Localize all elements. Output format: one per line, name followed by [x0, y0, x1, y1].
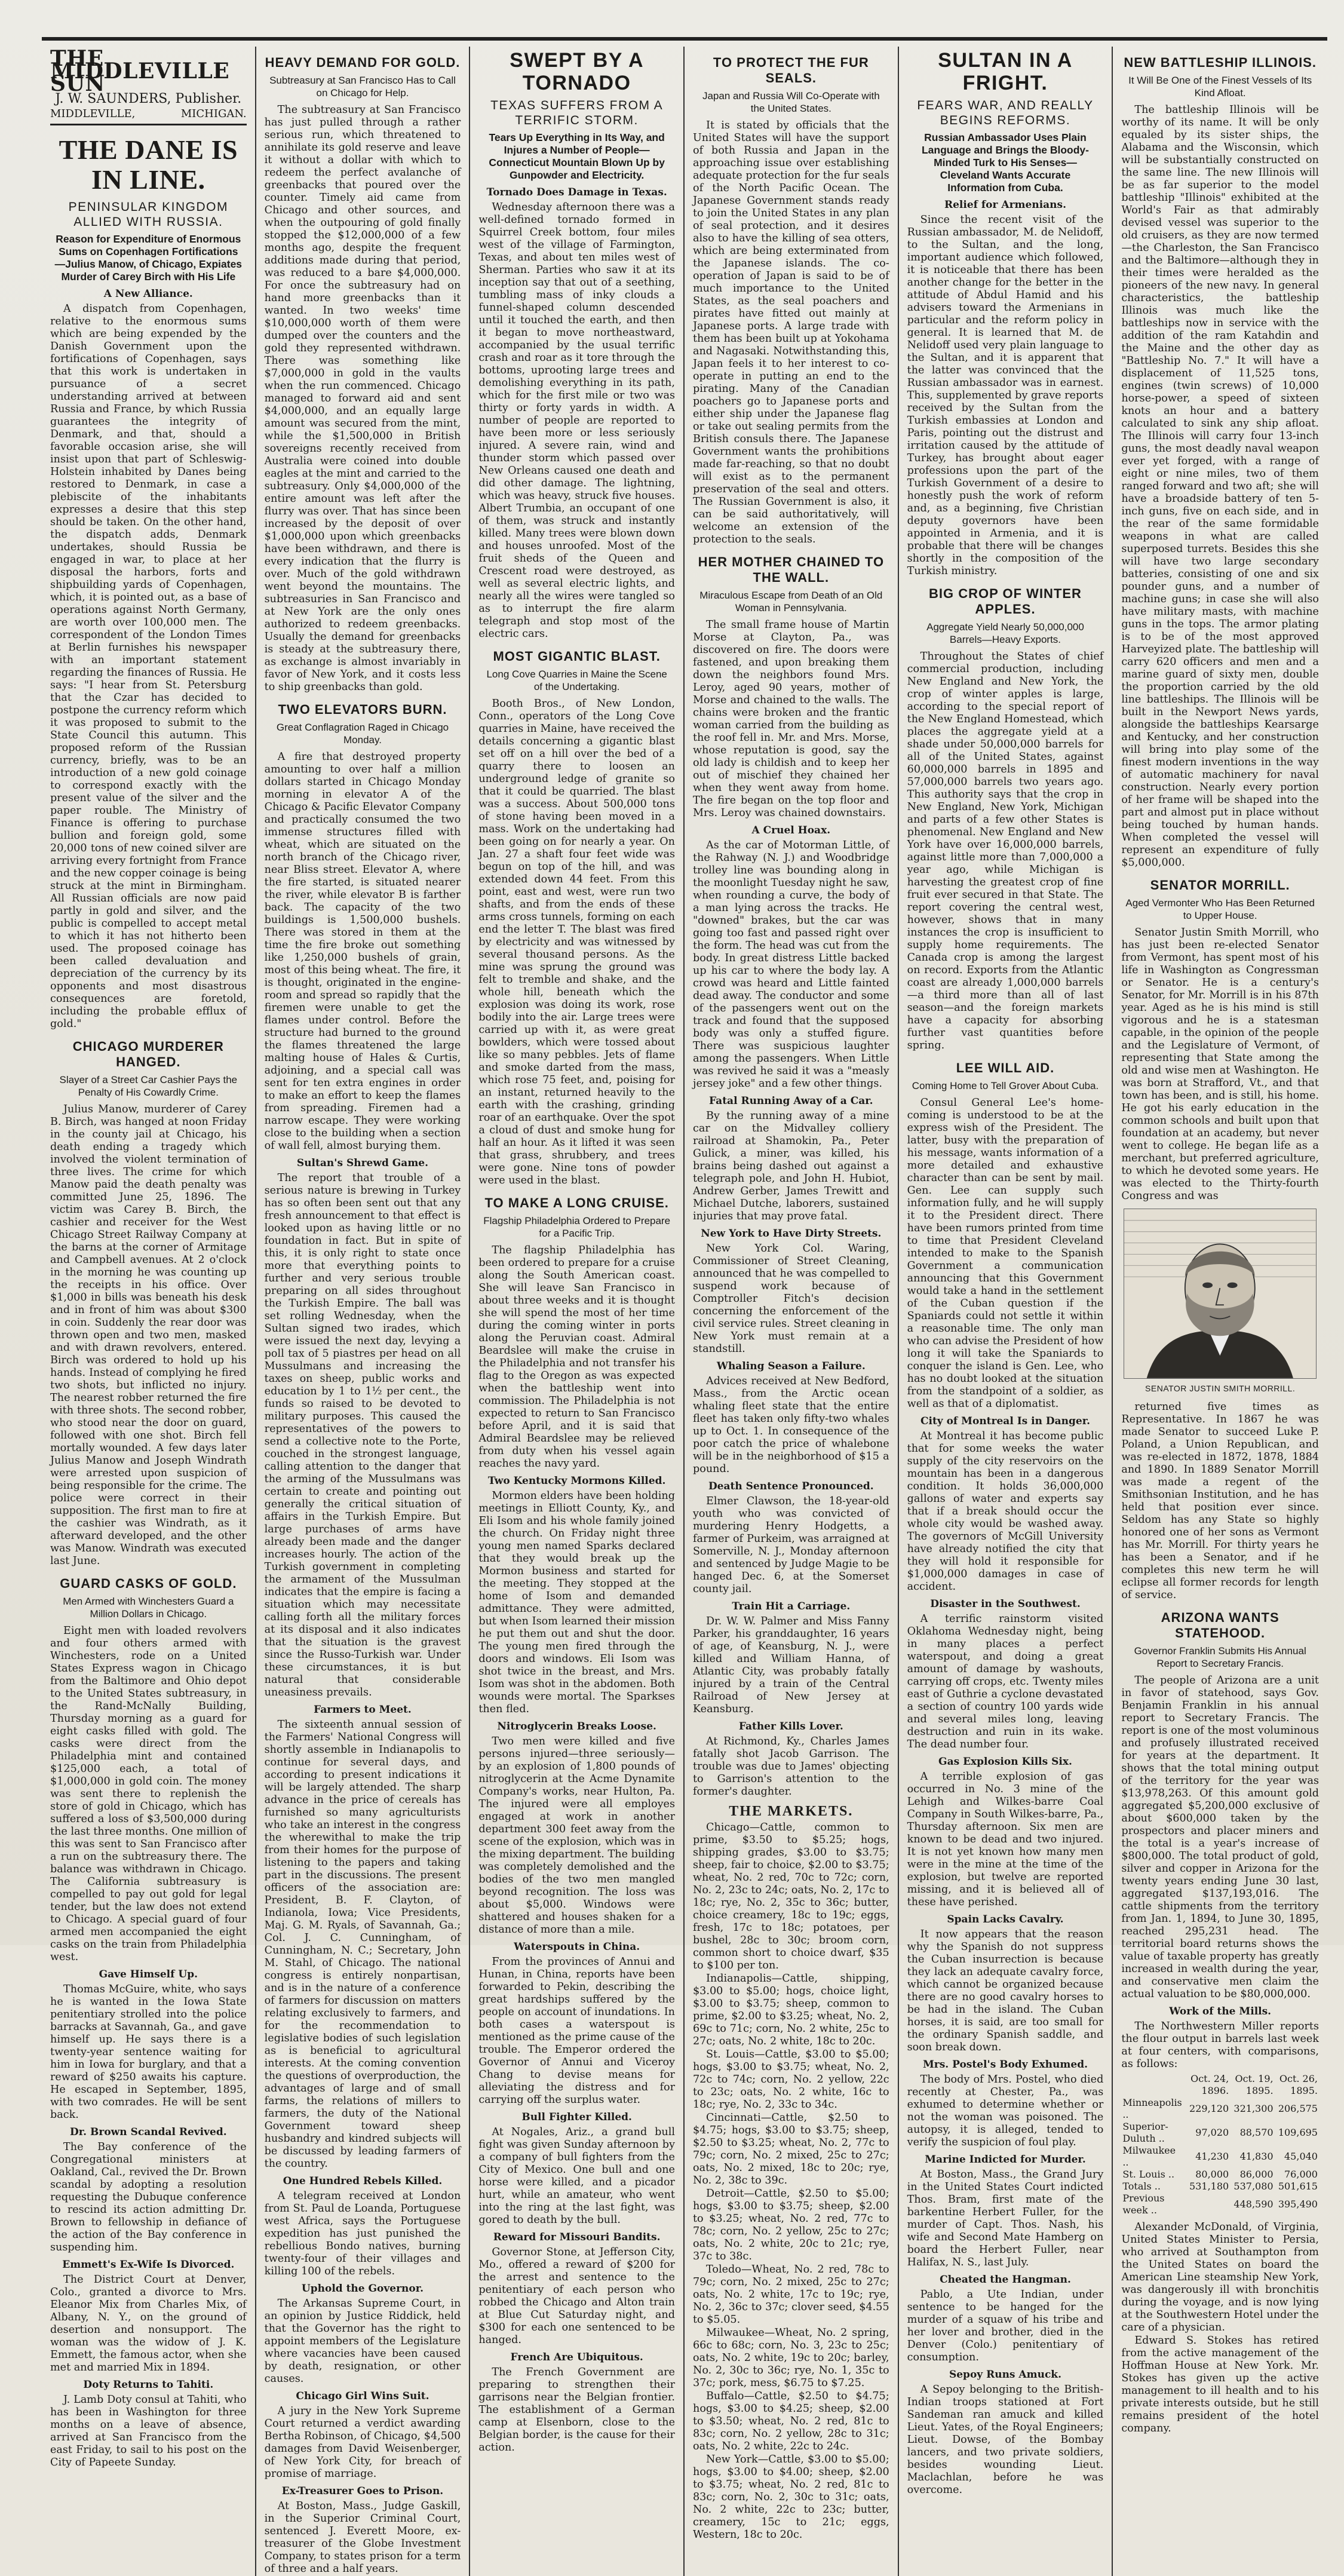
article-text: Eight men with loaded revolvers and four others armed with Winchesters, rode on a United States Express wagon in Chicago from the Baltimore and Ohio depot to the United States subtreasury, in the Rand-McNally Building, Thursday morning as a guard for eight casks filled with gold. The casks were direct from the Philadelphia mint and contained $125,000 each, a total of $1,000,000 in gold coin. The money was sent there to replenish the store of gold in Chicago, which has suffered a loss of $3,500,000 during the last three months. One million of this was sent to San Francisco after a run on the subtreasury there. The balance was withdrawn in Chicago. The California subtreasury is compelled to pay out gold for legal tender, but the law does not extend to Chicago. A special guard of four armed men accompanied the eight casks on the train from Philadelphia west.: [50, 1625, 247, 1963]
article-text: Mormon elders have been holding meetings in Elliott County, Ky., and Eli Isom and his whole family joined the church. On Friday night three young men named Sparks declared that they would break up the Mormon business and started for the meeting. They stopped at the home of Isom and demanded admittance. They were admitted, but when Isom learned their mission he put them out and shut the door. The young men fired through the doors and windows. Eli Isom was shot twice in the breast, and Mrs. Isom was shot in the abdomen. Both wounds were mortal. The Sparkses then fled.: [478, 1490, 675, 1715]
section-head: Whaling Season a Failure.: [716, 1360, 866, 1372]
section-head: Nitroglycerin Breaks Loose.: [497, 1721, 656, 1732]
section-head: French Are Ubiquitous.: [510, 2351, 643, 2363]
column-3: [470, 47, 685, 2576]
section-head: Waterspouts in China.: [514, 1941, 640, 1953]
section-head: Relief for Armenians.: [944, 199, 1067, 211]
section-headline: HER MOTHER CHAINED TO THE WALL.: [698, 554, 885, 585]
section-head: Two Kentucky Mormons Killed.: [487, 1475, 666, 1487]
section-head: Uphold the Governor.: [301, 2283, 424, 2295]
table-cell: 448,590: [1233, 2198, 1274, 2210]
article-text: A terrific rainstorm visited Oklahoma Wednesday night, being in many places a perfect waterspout, and doing a great amount of damage by washouts, carrying off crops, etc. Twenty miles east of Guthrie a cyclone devastated a section of country 100 yards wide and several miles long, leaving destruction and ruin in its wake. The dead number four.: [907, 1613, 1104, 1750]
article-text: The Arkansas Supreme Court, in an opinion by Justice Riddick, held that the Governor has the right to appoint members of the Legislature where vacancies have been caused by death, resignation, or other causes.: [264, 2298, 461, 2385]
section-head: Emmett's Ex-Wife Is Divorced.: [62, 2259, 235, 2271]
section-head: Death Sentence Pronounced.: [708, 1480, 874, 1492]
section-headline: NEW BATTLESHIP ILLINOIS.: [1124, 55, 1317, 70]
article-text: Advices received at New Bedford, Mass., from the Arctic ocean whaling fleet state that the entire fleet has taken only fifty-two whales up to Oct. 1. In consequence of the poor catch the price of whalebone will be in the neighborhood of $15 a pound.: [692, 1375, 889, 1475]
table-row: [1121, 2097, 1319, 2121]
article-text: New York Col. Waring, Commissioner of Street Cleaning, announced that he was compelled to suspend work because of Comptroller Fitch's decision concerning the enforcement of the civil service rules. Street cleaning in New York must remain at a standstill.: [692, 1243, 889, 1355]
article-text: Julius Manow, murderer of Carey B. Birch, was hanged at noon Friday in the county jail at Chicago, his death ending a tragedy which involved the violent termination of three lives. The crime for which Manow paid the death penalty was committed June 25, 1896. The victim was Carey B. Birch, the cashier and receiver for the West Chicago Street Railway Company at the barns at the corner of Armitage and Campbell avenues. At 2 o'clock in the morning he was counting up the receipts in his office. Over $1,000 in bills was beneath his desk and in front of him was about $300 in coin. Suddenly the rear door was thrown open and two men, masked and with drawn revolvers, entered. Birch was ordered to hold up his hands. Instead of complying he fired two shots, but inflicted no injury. The nearest robber returned the fire with three shots. The second robber, who stood near the door on guard, followed with one shot. Birch fell mortally wounded. A few days later Julius Manow and Joseph Windrath were arrested upon suspicion of being responsible for the crime. The police were correct in their supposition. The first man to fire at the cashier was Windrath, as it afterward developed, and the other was Manow. Windrath was executed last June.: [50, 1103, 247, 1567]
article-text: Alexander McDonald, of Virginia, United States Minister to Persia, who arrived at Southampton from the United States on board the American Line steamship New York, was dangerously ill with bronchitis during the voyage, and is now lying at the Southwestern Hotel under the care of a physician.: [1121, 2221, 1319, 2333]
flour-output-table: [1121, 2073, 1319, 2216]
article-text: Thomas McGuire, white, who says he is wanted in the Iowa State penitentiary strolled into the police barracks at Savannah, Ga., and gave himself up. He says there is a twenty-year sentence waiting for him in Iowa for burglary, and that a reward of $250 awaits his capture. He escaped in September, 1895, with two comrades. He will be sent back.: [50, 1983, 247, 2121]
section-head: Chicago Girl Wins Suit.: [296, 2390, 429, 2402]
column-6: [1113, 47, 1327, 2576]
article-text: At Boston, Mass., Judge Gaskill, in the Superior Criminal Court, sentenced J. Everett Moore, ex-treasurer of the Globe Investment Company, to states prison for a term of three and a half years.: [264, 2500, 461, 2575]
table-header-cell: Oct. 24, 1896.: [1190, 2072, 1229, 2096]
table-cell: 501,615: [1278, 2180, 1318, 2192]
table-cell: Milwaukee ..: [1122, 2144, 1176, 2168]
headline: THE DANE IS IN LINE.: [59, 134, 238, 195]
article-text: At Boston, Mass., the Grand Jury in the United States Court indicted Thos. Bram, first mate of the barkentine Herbert Fuller, for the murder of Capt. Thos. Nash, his wife and Second Mate Hamberg on board the Herbert Fuller, near Halifax, N. S., last July.: [907, 2169, 1104, 2268]
section-headline: LEE WILL AID.: [956, 1060, 1055, 1075]
masthead-title: THE MIDDLEVILLE SUN: [50, 46, 230, 96]
section-head: Doty Returns to Tahiti.: [83, 2379, 214, 2391]
section-subhead: Long Cove Quarries in Maine the Scene of the Undertaking.: [486, 668, 667, 692]
section-subhead: Flagship Philadelphia Ordered to Prepare for a Pacific Trip.: [483, 1215, 671, 1239]
article-text: Pablo, a Ute Indian, under sentence to be hanged for the murder of a squaw of his tribe and her lover and brother, died in the Denver (Colo.) penitentiary of consumption.: [907, 2289, 1104, 2363]
article-text: Edward S. Stokes has retired from the active management of the Hoffman House at New York. Mr. Stokes has given up the active management to ill health and to his private interests outside, but he still remains president of the hotel company.: [1121, 2334, 1319, 2434]
article-text: At Montreal it has become public that for some weeks the water supply of the city reservoirs on the mountain has been in a dangerous condition. It holds 36,000,000 gallons of water and experts say that if a break should occur the whole city would be washed away. The governors of McGill University have already notified the city that they will hold it responsible for $1,000,000 damages in case of accident.: [907, 1430, 1104, 1593]
table-row: [1121, 2169, 1319, 2181]
table-cell: 531,180: [1189, 2180, 1229, 2192]
section-head: Work of the Mills.: [1169, 2005, 1272, 2017]
article-text: From the provinces of Annui and Hunan, in China, reports have been forwarded to Pekin, describing the great hardships suffered by the people on account of inundations. In both cases a waterspout is mentioned as the prime cause of the trouble. The Emperor ordered the Governor of Annui and Viceroy Chang to devise means for alleviating the distress and for carrying off the surplus water.: [478, 1956, 675, 2106]
article-text: A fire that destroyed property amounting to over half a million dollars started in Chicago Monday morning in elevator A of the Chicago & Pacific Elevator Company and practically consumed the two immense structures filled with wheat, which are situated on the north branch of the Chicago river, near Bliss street. Elevator A, where the fire started, is situated nearer the river, while elevator B is farther back. The capacity of the two buildings is 1,500,000 bushels. There was stored in them at the time the fire broke out something like 1,250,000 bushels of grain, most of this being wheat. The fire, it is thought, originated in the engine-room and spread so rapidly that the firemen were unable to get the flames under control. Before the structure had burned to the ground the flames threatened the large malting house of Hales & Curtis, adjoining, and a special call was sent for ten extra engines in order to make an effort to keep the flames from spreading. Firemen had a narrow escape. They were working close to the building when a section of wall fell, almost burying them.: [264, 751, 461, 1152]
section-subhead: Coming Home to Tell Grover About Cuba.: [912, 1080, 1099, 1091]
top-rule: [42, 37, 1327, 41]
section-headline: CHICAGO MURDERER HANGED.: [72, 1039, 224, 1069]
section-head: Spain Lacks Cavalry.: [947, 1913, 1064, 1925]
masthead-state: MICHIGAN.: [180, 108, 247, 120]
section-head: Cheated the Hangman.: [940, 2274, 1071, 2286]
section-head: Marine Indicted for Murder.: [925, 2154, 1086, 2166]
section-head: Reward for Missouri Bandits.: [493, 2231, 661, 2243]
market-report: St. Louis—Cattle, $3.00 to $5.00; hogs, $3.00 to $3.75; wheat, No. 2, 72c to 74c; corn, No. 2 yellow, 22c to 23c; oats, No. 2 white, 16c to 18c; rye, No. 2, 33c to 34c.: [692, 2048, 889, 2111]
summary: Reason for Expenditure of Enormous Sums on Copenhagen Fortifications—Julius Manow, of Chicago, Expiates Murder of Carey Birch with His Life: [54, 233, 243, 283]
table-cell: Totals ..: [1122, 2180, 1161, 2192]
section-head: Mrs. Postel's Body Exhumed.: [922, 2059, 1088, 2071]
section-head: Sepoy Runs Amuck.: [949, 2369, 1062, 2381]
columns: [42, 46, 1327, 2575]
table-row: [1121, 2145, 1319, 2169]
section-head: Fatal Running Away of a Car.: [709, 1095, 873, 1107]
section-headline: TWO ELEVATORS BURN.: [278, 702, 447, 717]
article-text: As the car of Motorman Little, of the Rahway (N. J.) and Woodbridge trolley line was bounding along in the moonlight Tuesday night he saw, when rounding a curve, the body of a man lying across the tracks. He "downed" brakes, but the car was going too fast and passed right over the form. The head was cut from the body. In great distress Little backed up his car to where the body lay. A crowd was heard and Little fainted dead away. The conductor and some of the passengers went out on the track and found that the supposed body was only a stuffed figure. There was suspicious laughter among the passengers. When Little was revived he said it was a "measly jersey joke" and a few other things.: [692, 839, 889, 1090]
article-text: Booth Bros., of New London, Conn., operators of the Long Cove quarries in Maine, have received the details concerning a gigantic blast set off on a hill over the bed of a quarry there to loosen an underground ledge of granite so that it could be quarried. The blast was a success. About 500,000 tons of stone having been moved in a mass. Work on the undertaking had been going on for nearly a year. On Jan. 27 a shaft four feet wide was begun on top of the hill, and was extended down 44 feet. From this point, east and west, were run two shafts, and from the ends of these arms cross tunnels, forming on each end the letter T. The blast was fired by electricity and was witnessed by several thousand persons. As the mine was sprung the ground was felt to tremble and shake, and the whole hill, beneath which the explosion was doing its work, rose bodily into the air. Large trees were carried up with it, as were great bowlders, which were tossed about like so many pebbles. Jets of flame and smoke darted from the mass, which rose 75 feet, and, poising for an instant, returned heavily to the earth with the crashing, grinding roar of an earthquake. Over the spot a cloud of dust and smoke hung for half an hour. As it lifted it was seen that grass, shrubbery, and trees were gone. Nine tons of powder were used in the blast.: [478, 698, 675, 1186]
table-cell: 45,040: [1284, 2150, 1318, 2162]
table-cell: Superior-Duluth ..: [1122, 2120, 1168, 2144]
section-head: One Hundred Rebels Killed.: [283, 2175, 443, 2187]
article-text: The body of Mrs. Postel, who died recently at Chester, Pa., was exhumed to determine whether or not the woman was poisoned. The autopsy, it is alleged, tended to verify the suspicion of foul play.: [907, 2074, 1104, 2148]
table-cell: 76,000: [1284, 2168, 1318, 2180]
article-text: A dispatch from Copenhagen, relative to the enormous sums which are being expended by the Danish Government upon the fortifications of Copenhagen, says that this work is undertaken in pursuance of a secret understanding arrived at between Russia and France, by which Russia guarantees the integrity of Denmark, and that, should a favorable occasion arise, she will insist upon that part of Schleswig-Holstein inhabited by Danes being restored to Denmark, in case a plebiscite of the inhabitants expresses a desire that this step should be taken. On the other hand, the dispatch adds, Denmark undertakes, should Russia be engaged in war, to place at her disposal the harbors, forts and shipbuilding yards of Copenhagen, which, it is pointed out, as a base of operations against North Germany, are worth over 100,000 men. The correspondent of the London Times at Berlin furnishes his newspaper with an important statement regarding the finances of Russia. He says: "I hear from St. Petersburg that the Czar has decided to postpone the currency reform which it was proposed to submit to the State Council this autumn. This proposed reform of the Russian currency, briefly, was to be an introduction of a new gold coinage to correspond exactly with the present value of the silver and the paper rouble. The Ministry of Finance is offering to purchase bullion and foreign gold, some 20,000 tons of new coined silver are arriving every fortnight from France and the new copper coinage is being struck at the mint in Birmingham. All Russian officials are now paid partly in gold and silver, and the public is compelled to accept metal to which it has not hitherto been used. The proposed coinage has been called devaluation and depreciation of the currency by its opponents and most disastrous consequences are foretold, including the probable efflux of gold.": [50, 303, 247, 1030]
table-cell: 80,000: [1195, 2168, 1229, 2180]
section-head: Gave Himself Up.: [99, 1968, 198, 1980]
section-subhead: Great Conflagration Raged in Chicago Monday.: [276, 722, 449, 746]
section-head: Train Hit a Carriage.: [732, 1600, 851, 1612]
section-head: Farmers to Meet.: [314, 1704, 412, 1716]
portrait-engraving: [1124, 1209, 1317, 1379]
article-text: A terrible explosion of gas occurred in No. 3 mine of the Lehigh and Wilkes-barre Coal Company in South Wilkes-barre, Pa., Thursday afternoon. Six men are known to be dead and two injured. It is not yet known how many men were in the mine at the time of the explosion, but twelve are reported missing, and it is believed all of these have perished.: [907, 1771, 1104, 1908]
deck: TEXAS SUFFERS FROM A TERRIFIC STORM.: [490, 99, 664, 127]
table-cell: 229,120: [1189, 2102, 1229, 2114]
article-text: The battleship Illinois will be worthy of its name. It will be only equaled by its sister ships, the Alabama and the Wisconsin, which will be substantially constructed on the same line. The new Illinois will be as far superior to the model battleship "Illinois" exhibited at the World's Fair as that admirably devised vessel was superior to the old cruisers, as they are now termed—the Charleston, the San Francisco and the Baltimore—although they in their times were heralded as the pioneers of the new navy. In general characteristics, the battleship Illinois was much like the battleships now in service with the addition of the ram Katahdin and the Maine and the other day as "Battleship No. 7." It will have a displacement of 11,525 tons, engines (twin screws) of 10,000 horse-power, a speed of sixteen knots an hour and a battery calculated to sink any ship afloat. The Illinois will carry four 13-inch guns, the most deadly naval weapon ever yet forged, with a range of eight or nine miles, two of them ranged forward and two aft; she will have a broadside battery of ten 5-inch guns, five on each side, and in the rear of the same formidable weapons in what are called superposed turrets. Besides this she will have two large secondary batteries, consisting of one and six pounder guns, and a number of machine guns; in case she will also have military masts, with machine guns in the tops. The armor plating is to be of the most approved Harveyized plate. The battleship will carry 620 officers and men and a marine guard of sixty men, double the proportion carried by the old line battleships. The Illinois will be built in the Newport News yards, alongside the battleships Kearsarge and Kentucky, and her construction will bring into play some of the finest modern inventions in the way of automatic machinery for naval construction. Nearly every portion of her frame will be shaped into the part and almost put in place without being touched by human hands. When completed the vessel will represent an expenditure of fully $5,000,000.: [1121, 104, 1319, 869]
headline: SULTAN IN A FRIGHT.: [938, 49, 1073, 94]
table-cell: Minneapolis ..: [1122, 2096, 1182, 2120]
section-head: City of Montreal Is in Danger.: [920, 1415, 1091, 1427]
article-text: Since the recent visit of the Russian ambassador, M. de Nelidoff, to the Sultan, and the long, important audience which followed, it is noticeable that there has been another change for the better in the attitude of Abdul Hamid and his advisers toward the Armenians in particular and the reform policy in general. It is learned that M. de Nelidoff used very plain language to the Sultan, and it is apparent that the latter was convinced that the Russian ambassador was in earnest. This, supplemented by grave reports received by the Sultan from the Turkish embassies at London and Paris, pointing out the distrust and irritation caused by the attitude of Turkey, has brought about eager professions upon the part of the Turkish Government of a desire to honestly push the work of reform and, as a beginning, five Christian deputy governors have been appointed in Armenia, and it is probable that there will be changes shortly in the composition of the Turkish ministry.: [907, 214, 1104, 577]
article-text: Consul General Lee's home-coming is understood to be at the express wish of the President. The latter, busy with the preparation of his message, wants information of a more detailed and exhaustive character than can be sent by mail. Gen. Lee can supply such information fully, and he will supply it to the President direct. There have been rumors printed from time to time that President Cleveland intended to make to the Spanish Government a communication announcing that this Government would take a hand in the settlement of the Cuban question if the Spaniards could not settle it within a reasonable time. The only man who can advise the President of how long it will take the Spaniards to conquer the island is Gen. Lee, who has no doubt looked at the situation from the standpoint of a soldier, as well as that of a diplomatist.: [907, 1097, 1104, 1410]
article-text: A telegram received at London from St. Paul de Loanda, Portuguese west Africa, says the Portuguese expedition has just punished the rebellious Bondo natives, burning twenty-four of their villages and killing 100 of the rebels.: [264, 2190, 461, 2277]
article-text: Dr. W. W. Palmer and Miss Fanny Parker, his granddaughter, 16 years of age, of Keansburg, N. J., were killed and William Hanna, of Atlantic City, was probably fatally injured by a train of the Central Railroad of New Jersey at Keansburg.: [692, 1615, 889, 1715]
table-header-cell: [1121, 2073, 1186, 2097]
section-headline: SENATOR MORRILL.: [1150, 878, 1290, 893]
article-text: The Northwestern Miller reports the flour output in barrels last week at four centers, with comparisons, as follows:: [1121, 2020, 1319, 2070]
section-headline: MOST GIGANTIC BLAST.: [493, 649, 661, 664]
market-report: Milwaukee—Wheat, No. 2 spring, 66c to 68c; corn, No. 3, 23c to 25c; oats, No. 2 white, 19c to 20c; barley, No. 2, 30c to 36c; rye, No. 1, 35c to 37c; pork, mess, $6.75 to $7.25.: [692, 2327, 889, 2389]
section-subhead: It Will Be One of the Finest Vessels of Its Kind Afloat.: [1128, 75, 1312, 99]
table-header-cell: Oct. 26, 1895.: [1279, 2072, 1318, 2096]
market-report: Cincinnati—Cattle, $2.50 to $4.75; hogs, $3.00 to $3.75; sheep, $2.50 to $3.25; wheat, No. 2, 77c to 79c; corn, No. 2 mixed, 25c to 27c; oats, No. 2 mixed, 18c to 20c; rye, No. 2, 38c to 39c.: [692, 2112, 889, 2186]
article-text: The sixteenth annual session of the Farmers' National Congress will shortly assemble in Indianapolis to continue for several days, and according to present indications it will be largely attended. The sharp advance in the price of cereals has furnished so many agriculturists who take an interest in the congress the wherewithal to make the trip from their homes for the purpose of listening to the papers and taking part in the discussions. The present officers of the association are: President, B. F. Clayton, of Indianola, Iowa; Vice Presidents, Maj. G. M. Ryals, of Savannah, Ga.; Col. J. C. Cunningham, of Cunningham, N. C.; Secretary, John M. Stahl, of Chicago. The national congress is entirely nonpartisan, and is in the nature of a conference of farmers for discussion on matters relating exclusively to farmers, and for the recommendation to legislative bodies of such legislation as is beneficial to agricultural interests. At the coming convention the questions of overproduction, the advantages of large and of small farms, the relations of millers to farmers, the duty of the National Government toward sheep husbandry and kindred subjects will be discussed by leading farmers of the country.: [264, 1719, 461, 2170]
section-subhead: Men Armed with Winchesters Guard a Million Dollars in Chicago.: [63, 1596, 234, 1620]
section-head: New York to Have Dirty Streets.: [701, 1228, 882, 1240]
article-text: Senator Justin Smith Morrill, who has just been re-elected Senator from Vermont, has spent most of his life in Washington as Congressman or Senator. He is a century's Senator, for Mr. Morrill is in his 87th year. Aged as he is his mind is still vigorous and he is a statesman capable, in the opinion of the people and the Legislature of Vermont, of representing that State among the old and wise men at Washington. He was born at Strafford, Vt., and that town has been, and is still, his home. He got his early education in the common schools and built upon that foundation at an academy, but never went to college. He began life as a merchant, but preferred agriculture, to which he devoted some years. He was elected to the Thirty-fourth Congress and was: [1121, 927, 1319, 1202]
column-5: [899, 47, 1113, 2576]
section-headline: BIG CROP OF WINTER APPLES.: [929, 586, 1082, 617]
masthead-city: MIDDLEVILLE,: [50, 108, 136, 120]
markets-headline: THE MARKETS.: [729, 1804, 854, 1819]
article-text: The report that trouble of a serious nature is brewing in Turkey has so often been sent out that any fresh announcement to that effect is looked upon as having little or no foundation in fact. But in spite of this, it is only right to state once more that everything points to further and very serious trouble preparing on all sides throughout the Turkish Empire. The ball was set rolling Wednesday, when the Sultan signed two irades, which were issued the next day, levying a poll tax of 5 piastres per head on all Mussulmans and increasing the taxes on sheep, public works and education by 1 to 1½ per cent., the funds so raised to be devoted to military purposes. This caused the representatives of the powers to send a collective note to the Porte, couched in the strongest language, calling attention to the danger that the arming of the Mussulmans was certain to create and pointing out generally the critical situation of affairs in the Turkish Empire. But large purchases of arms have already been made and the danger increases hourly. The action of the Turkish government in completing the armament of the Mussulman indicates that the empire is facing a situation which may necessitate calling forth all the military forces at its disposal and it also indicates that the situation is the gravest since the Russo-Turkish war. Under these circumstances, it is but natural that considerable uneasiness prevails.: [264, 1172, 461, 1698]
section-headline: HEAVY DEMAND FOR GOLD.: [265, 55, 461, 70]
section-subhead: Miraculous Escape from Death of an Old Woman in Pennsylvania.: [699, 590, 883, 614]
article-text: It is stated by officials that the United States will have the support of both Russia and Japan in the approaching issue over establishing adequate protection for the fur seals of the North Pacific Ocean. The Japanese Government stands ready to join the United States in any plan of seal protection, and it desires also to have the killing of sea otters, which are being exterminated from the Japanese islands. The co-operation of Japan is said to be of much importance to the United States, as the seal poachers and pirates have fitted out mainly at Japanese ports. A large trade with them has been built up at Yokohama and Nagasaki. Notwithstanding this, Japan feels it to her interest to co-operate in putting an end to the pirating. Many of the Canadian poachers go to Japanese ports and either ship under the Japanese flag or take out sealing permits from the British consuls there. The Japanese Government wants the prohibitions made far-reaching, so that no doubt will exist as to the permanent preservation of the seal and otters. The Russian Government is also, it can be said authoritatively, will welcome an extension of the protection to the seals.: [692, 119, 889, 545]
table-cell: 41,230: [1195, 2150, 1229, 2162]
table-cell: St. Louis ..: [1122, 2168, 1175, 2180]
section-subhead: Governor Franklin Submits His Annual Report to Secretary Francis.: [1134, 1645, 1306, 1669]
table-cell: 537,080: [1233, 2180, 1274, 2192]
portrait-icon: [1124, 1209, 1316, 1378]
section-head: Gas Explosion Kills Six.: [938, 1756, 1072, 1768]
market-report: Buffalo—Cattle, $2.50 to $4.75; hogs, $3.00 to $4.25; sheep, $2.00 to $3.50; wheat, No. 2 red, 81c to 83c; corn, No. 2 yellow, 28c to 31c; oats, No. 2 white, 22c to 24c.: [692, 2390, 889, 2452]
article-text: Wednesday afternoon there was a well-defined tornado formed in Squirrel Creek bottom, four miles west of the village of Farmington, Texas, and about ten miles west of Sherman. Parties who saw it at its inception say that out of a seething, tumbling mass of inky clouds a funnel-shaped column descended until it touched the earth, and then it began to move northeastward, accompanied by the usual terrific crash and roar as it tore through the bottoms, uprooting large trees and demolishing everything in its path, which for the first mile or two was thirty or forty yards in width. A number of people are reported to have been more or less seriously injured. A severe rain, wind and thunder storm which passed over New Orleans caused one death and did other damage. The lightning, which was heavy, struck five houses. Albert Trumbia, an occupant of one of them, was struck and instantly killed. Many trees were blown down and houses unroofed. Most of the fruit sheds of the Queen and Crescent road were destroyed, as well as several electric lights, and nearly all the wires were tangled so as to interrupt the fire alarm telegraph and stop most of the electric cars.: [478, 201, 675, 640]
article-text: The District Court at Denver, Colo., granted a divorce to Mrs. Eleanor Mix from Charles Mix, of Albany, N. Y., on the ground of desertion and nonsupport. The woman was the widow of J. K. Emmett, the famous actor, when she met and married Mix in 1894.: [50, 2274, 247, 2373]
table-header-cell: Oct. 19, 1895.: [1235, 2072, 1274, 2096]
deck: PENINSULAR KINGDOM ALLIED WITH RUSSIA.: [68, 200, 229, 229]
article-text: The flagship Philadelphia has been ordered to prepare for a cruise along the South American coast. She will leave San Francisco in about three weeks and it is thought she will spend the most of her time during the coming winter in ports along the Peruvian coast. Admiral Beardslee will make the cruise in the Philadelphia and not transfer his flag to the Oregon as was expected when the battleship went into commission. The Philadelphia is not expected to return to San Francisco before April, and it is said that Admiral Beardslee may be relieved from duty when his vessel again reaches the navy yard.: [478, 1244, 675, 1470]
column-4: [685, 47, 899, 2576]
section-head: Father Kills Lover.: [738, 1721, 843, 1732]
section-head: Dr. Brown Scandal Revived.: [70, 2126, 227, 2138]
section-head: A New Alliance.: [103, 288, 193, 300]
table-cell: Previous week ..: [1122, 2192, 1165, 2216]
masthead-publisher: J. W. SAUNDERS, Publisher.: [55, 91, 242, 106]
section-head: Tornado Does Damage in Texas.: [486, 186, 667, 198]
table-row: [1121, 2121, 1319, 2145]
table-header-row: [1121, 2073, 1319, 2097]
table-cell: 41,830: [1239, 2150, 1274, 2162]
article-text: The subtreasury at San Francisco has just pulled through a rather serious run, which threatened to annihilate its gold reserve and leave it without a dollar with which to redeem the perfect avalanche of greenbacks that poured over the counter. Timely aid came from Chicago and other sources, and when the outpouring of gold finally stopped the $12,000,000 of a few months ago, despite the frequent additions made during that period, was reduced to a bare $4,000,000. For once the subtreasury had on hand more greenbacks than it wanted. In two weeks' time $10,000,000 worth of them were dumped over the counters and the gold they represented withdrawn. There was something like $7,000,000 in gold in the vaults when the run commenced. Chicago managed to forward aid and sent $4,000,000, and an equally large amount was secured from the mint, while the $1,500,000 in British sovereigns recently received from Australia were coined into double eagles at the mint and carried to the subtreasury. Only $4,000,000 of the entire amount was left after the flurry was over. That has since been increased by the deposit of over $1,000,000 upon which greenbacks have been withdrawn, and there is every indication that the flurry is over. Much of the gold withdrawn went beyond the mountains. The subtreasuries in San Francisco and at New York are the only ones authorized to redeem greenbacks. Usually the demand for greenbacks is steady at the subtreasury there, as exchange is almost invariably in favor of New York, and it costs less to ship greenbacks than gold.: [264, 104, 461, 693]
article-text: The small frame house of Martin Morse at Clayton, Pa., was discovered on fire. The doors were fastened, and upon breaking them down the neighbors found Mrs. Leroy, aged 90 years, mother of Morse and chained to the walls. The chains were broken and the frantic woman carried from the building as the roof fell in. Mr. and Mrs. Morse, whose reputation is good, say the old lady is childish and to keep her out of mischief they chained her when they went away from home. The fire began on the top floor and Mrs. Leroy was chained downstairs.: [692, 619, 889, 819]
article-text: Two men were killed and five persons injured—three seriously—by an explosion of 1,800 pounds of nitroglycerin at the Acme Dynamite Company's works, near Hulton, Pa. The injured were all employes engaged at work in another department 300 feet away from the scene of the explosion, which was in the mixing department. The building was completely demolished and the bodies of the two men mangled beyond recognition. The loss was about $5,000. Windows were shattered and houses shaken for a distance of more than a mile.: [478, 1735, 675, 1936]
article-text: The Bay conference of the Congregational ministers at Oakland, Cal., revived the Dr. Brown scandal by adopting a resolution requesting the Dubuque conference to rescind its action admitting Dr. Brown to fellowship in defiance of the action of the Bay conference in suspending him.: [50, 2141, 247, 2253]
table-cell: [1186, 2192, 1230, 2216]
market-report: Detroit—Cattle, $2.50 to $5.00; hogs, $3.00 to $3.75; sheep, $2.00 to $3.25; wheat, No. 2 red, 77c to 78c; corn, No. 2 yellow, 25c to 27c; oats, No. 2 white, 20c to 21c; rye, 37c to 38c.: [692, 2188, 889, 2262]
table-cell: 206,575: [1278, 2102, 1318, 2114]
table-cell: 86,000: [1239, 2168, 1274, 2180]
section-head: Bull Fighter Killed.: [521, 2111, 632, 2123]
section-headline: GUARD CASKS OF GOLD.: [60, 1576, 237, 1591]
table-row: [1121, 2192, 1319, 2216]
table-cell: 88,570: [1239, 2126, 1274, 2138]
section-subhead: Aggregate Yield Nearly 50,000,000 Barrels—Heavy Exports.: [926, 621, 1084, 645]
article-text: A Sepoy belonging to the British-Indian troops stationed at Fort Sandeman ran amuck and killed Lieut. Yates, of the Royal Engineers; Lieut. Dowse, of the Bombay lancers, and two private soldiers, besides wounding Lieut. Maclachlan, before he was overcome.: [907, 2384, 1104, 2496]
article-text: A jury in the New York Supreme Court returned a verdict awarding Bertha Robinson, of Chicago, $4,500 damages from David Weisenberger, of New York City, for breach of promise of marriage.: [264, 2405, 461, 2480]
article-text: By the running away of a mine car on the Midvalley colliery railroad at Shamokin, Pa., Peter Gulick, a miner, was killed, his brains being dashed out against a telegraph pole, and John H. Hubiot, Andrew Gerber, James Trewitt and Michael Dutche, laborers, sustained injuries that may prove fatal.: [692, 1110, 889, 1222]
market-report: New York—Cattle, $3.00 to $5.00; hogs, $3.00 to $4.00; sheep, $2.00 to $3.75; wheat, No. 2 red, 81c to 83c; corn, No. 2, 30c to 31c; oats, No. 2 white, 22c to 23c; butter, creamery, 15c to 21c; eggs, Western, 18c to 20c.: [692, 2454, 889, 2541]
deck: FEARS WAR, AND REALLY BEGINS REFORMS.: [917, 99, 1094, 127]
summary: Russian Ambassador Uses Plain Language and Brings the Bloody-Minded Turk to His Senses—Cleveland Wants Accurate Information from Cuba.: [921, 131, 1089, 194]
table-cell: 321,300: [1233, 2102, 1274, 2114]
headline: SWEPT BY A TORNADO: [510, 49, 644, 94]
article-text: At Richmond, Ky., Charles James fatally shot Jacob Garrison. The trouble was due to James' objecting to Garrison's attention to the former's daughter.: [692, 1735, 889, 1798]
section-headline: TO MAKE A LONG CRUISE.: [484, 1195, 669, 1210]
section-headline: ARIZONA WANTS STATEHOOD.: [1161, 1609, 1279, 1640]
summary: Tears Up Everything in Its Way, and Injures a Number of People—Connecticut Mountain Blown Up by Gunpowder and Electricity.: [489, 131, 665, 181]
section-head: Ex-Treasurer Goes to Prison.: [281, 2485, 444, 2497]
article-text: Governor Stone, at Jefferson City, Mo., offered a reward of $200 for the arrest and sentence to the penitentiary of each person who robbed the Chicago and Alton train at Blue Cut Saturday night, and $300 for each one sentenced to be hanged.: [478, 2246, 675, 2346]
table-cell: 97,020: [1195, 2126, 1229, 2138]
section-head: Disaster in the Southwest.: [930, 1598, 1081, 1610]
market-report: Toledo—Wheat, No. 2 red, 78c to 79c; corn, No. 2 mixed, 25c to 27c; oats, No. 2 white, 17c to 19c; rye, No. 2, 36c to 37c; clover seed, $4.55 to $5.05.: [692, 2264, 889, 2326]
section-subhead: Japan and Russia Will Co-Operate with the United States.: [702, 90, 880, 114]
article-text: Elmer Clawson, the 18-year-old youth who was convicted of murdering Henry Hodgetts, a farmer of Purkeim, was arraigned at Somerville, N. J., Monday afternoon and sentenced by Judge Magie to be hanged Dec. 6, at the Somerset county jail.: [692, 1495, 889, 1595]
article-text: It now appears that the reason why the Spanish do not suppress the Cuban insurrection is because they lack an adequate cavalry force, which cannot be organized because there are no good cavalry horses to be had in the island. The Cuban horses, it is said, are too small for the ordinary Spanish saddle, and soon break down.: [907, 1928, 1104, 2053]
article-text: At Nogales, Ariz., a grand bull fight was given Sunday afternoon by a company of bull fighters from the City of Mexico. One bull and one horse were killed, and a picador hurt, while an amateur, who went into the ring at the last fight, was gored to death by the bull.: [478, 2126, 675, 2226]
section-subhead: Aged Vermonter Who Has Been Returned to Upper House.: [1125, 897, 1315, 921]
portrait-caption: SENATOR JUSTIN SMITH MORRILL.: [1145, 1383, 1296, 1393]
article-text: The French Government are preparing to strengthen their garrisons near the Belgian frontier. The establishment of a German camp at Elsenborn, close to the Belgian border, is the cause for their action.: [478, 2366, 675, 2454]
masthead-place: [50, 108, 247, 125]
article-text: returned five times as Representative. In 1867 he was made Senator to succeed Luke P. Poland, a Union Republican, and was re-elected in 1872, 1878, 1884 and 1890. In 1889 Senator Morrill was made a regent of the Smithsonian Institution, and he has held that position ever since. Seldom has any State so highly honored one of her sons as Vermont has Mr. Morrill. For thirty years he has been a Senator, and if he completes this new term he will eclipse all former records for length of service.: [1121, 1400, 1319, 1601]
section-head: Sultan's Shrewd Game.: [296, 1157, 429, 1169]
article-text: Throughout the States of chief commercial production, including New England and New York, the crop of winter apples is large, according to the special report of the New England Homestead, which places the aggregate yield at a shade under 50,000,000 barrels for all of the United States, against 60,000,000 barrels in 1895 and 57,000,000 barrels two years ago. This authority says that the crop in New England, New York, Michigan and parts of a few other States is phenomenal. New England and New York have over 16,000,000 barrels, against little more than 7,000,000 a year ago, while Michigan is harvesting the greatest crop of fine fruit ever secured in that State. The report covering the central west, however, shows that in many instances the crop is insufficient to supply home requirements. The Canada crop is among the largest on record. Exports from the Atlantic coast are already 1,000,000 barrels—a third more than all of last season—and the foreign markets have a capacity for absorbing further vast quantities before spring.: [907, 651, 1104, 1051]
section-head: A Cruel Hoax.: [751, 824, 831, 836]
article-text: J. Lamb Doty consul at Tahiti, who has been in Washington for three months on a leave of absence, arrived at San Francisco from the east Friday, to sail to his post on the City of Papeete Sunday.: [50, 2394, 247, 2468]
market-report: Indianapolis—Cattle, shipping, $3.00 to $5.00; hogs, choice light, $3.00 to $3.75; sheep, common to prime, $2.00 to $3.25; wheat, No. 2, 69c to 71c; corn, No. 2 white, 25c to 27c; oats, No. 2 white, 18c to 20c.: [692, 1973, 889, 2047]
market-report: Chicago—Cattle, common to prime, $3.50 to $5.25; hogs, shipping grades, $3.00 to $3.75; sheep, fair to choice, $2.00 to $3.75; wheat, No. 2 red, 70c to 72c; corn, No. 2, 23c to 24c; oats, No. 2, 17c to 18c; rye, No. 2, 35c to 36c; butter, choice creamery, 18c to 19c; eggs, fresh, 17c to 18c; potatoes, per bushel, 28c to 30c; broom corn, common short to choice dwarf, $35 to $100 per ton.: [692, 1821, 889, 1971]
column-1: [42, 47, 256, 2576]
column-2: [256, 47, 471, 2576]
section-headline: TO PROTECT THE FUR SEALS.: [713, 55, 869, 85]
article-text: The people of Arizona are a unit in favor of statehood, says Gov. Benjamin Franklin in his annual report to Secretary Francis. The report is one of the most voluminous and profusely illustrated received for years at the department. It shows that the total mining output of the territory for the year was $13,978,263. Of this amount gold aggregated $5,200,000 exclusive of about $600,000 taken by the prospectors and placer miners and the total is a year's increase of $800,000. The total product of gold, silver and copper in Arizona for the twenty years ending June 30 last, aggregated $137,193,016. The cattle shipments from the territory from Jan. 1, 1894, to June 30, 1895, reached 295,231 head. The territorial board returns shows the value of taxable property has greatly increased in wealth during the year, and conservative men claim the actual valuation to be $80,000,000.: [1121, 1674, 1319, 2000]
table-row: [1121, 2181, 1319, 2192]
table-cell: 109,695: [1278, 2126, 1318, 2138]
section-subhead: Subtreasury at San Francisco Has to Call on Chicago for Help.: [269, 75, 456, 99]
table-cell: 395,490: [1278, 2198, 1318, 2210]
section-subhead: Slayer of a Street Car Cashier Pays the Penalty of His Cowardly Crime.: [59, 1074, 238, 1098]
